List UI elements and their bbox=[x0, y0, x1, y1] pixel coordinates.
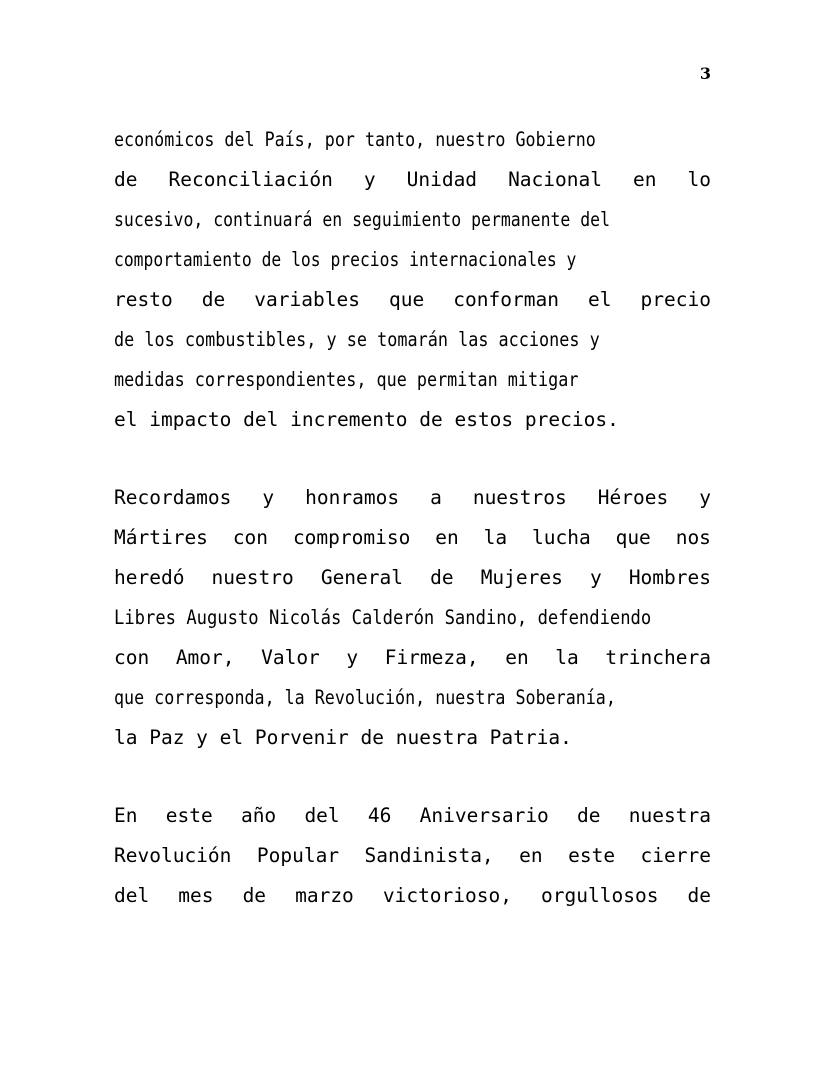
word: de bbox=[687, 884, 711, 907]
word: de bbox=[242, 884, 267, 907]
word: Héroes bbox=[597, 486, 669, 509]
word: nuestros bbox=[472, 486, 567, 509]
word: Hombres bbox=[628, 566, 711, 589]
word: Unidad bbox=[406, 168, 478, 191]
word: del bbox=[114, 884, 150, 907]
word: nos bbox=[675, 526, 711, 549]
word: Revolución bbox=[114, 844, 232, 867]
text-line bbox=[114, 558, 711, 598]
word: Sandinista, bbox=[364, 844, 494, 867]
text-line: sucesivo, continuará en seguimiento permanente del bbox=[114, 208, 611, 231]
word: de bbox=[577, 804, 601, 827]
word: variables bbox=[254, 288, 360, 311]
word: en bbox=[519, 844, 543, 867]
text-line: que corresponda, la Revolución, nuestra Soberanía, bbox=[114, 686, 616, 709]
word: Recordamos bbox=[114, 486, 232, 509]
word: trinchera bbox=[605, 646, 711, 669]
word: Nacional bbox=[508, 168, 602, 191]
word: Mártires bbox=[114, 526, 208, 549]
text-line bbox=[114, 836, 711, 876]
word: con bbox=[114, 646, 150, 669]
word: este bbox=[568, 844, 616, 867]
word: el bbox=[588, 288, 612, 311]
word: de bbox=[114, 168, 138, 191]
text-line bbox=[114, 280, 711, 320]
text-line bbox=[114, 796, 711, 836]
text-line bbox=[114, 518, 711, 558]
word: que bbox=[389, 288, 425, 311]
word: que bbox=[615, 526, 651, 549]
word: y bbox=[262, 486, 275, 509]
word: Amor, bbox=[175, 646, 235, 669]
word: Popular bbox=[256, 844, 340, 867]
text-line bbox=[114, 638, 711, 678]
text-line: de los combustibles, y se tomarán las acciones y bbox=[114, 328, 600, 351]
word: honramos bbox=[305, 486, 400, 509]
text-line: la Paz y el Porvenir de nuestra Patria. bbox=[114, 726, 572, 749]
word: nuestro bbox=[211, 566, 294, 589]
text-line bbox=[114, 876, 711, 916]
word: orgullosos bbox=[541, 884, 659, 907]
word: a bbox=[430, 486, 442, 509]
paragraph bbox=[114, 478, 711, 758]
page-number: 3 bbox=[699, 64, 711, 83]
word: Firmeza, bbox=[384, 646, 479, 669]
word: con bbox=[232, 526, 269, 549]
word: cierre bbox=[640, 844, 711, 867]
word: de bbox=[201, 288, 226, 311]
word: este bbox=[165, 804, 213, 827]
text-line: el impacto del incremento de estos precios. bbox=[114, 408, 619, 431]
word: la bbox=[555, 646, 579, 669]
word: año bbox=[240, 804, 277, 827]
text-line bbox=[114, 478, 711, 518]
word: General bbox=[320, 566, 404, 589]
word: En bbox=[114, 804, 138, 827]
word: Mujeres bbox=[480, 566, 563, 589]
word: en bbox=[505, 646, 529, 669]
word: y bbox=[363, 168, 376, 191]
word: de bbox=[430, 566, 454, 589]
word: heredó bbox=[114, 566, 185, 589]
word: victorioso, bbox=[382, 884, 512, 907]
word: 46 bbox=[367, 804, 392, 827]
word: resto bbox=[114, 288, 173, 311]
text-line: Libres Augusto Nicolás Calderón Sandino, defendiendo bbox=[114, 606, 652, 629]
word: y bbox=[589, 566, 602, 589]
word: Valor bbox=[261, 646, 320, 669]
paragraph bbox=[114, 796, 711, 916]
word: compromiso bbox=[292, 526, 411, 549]
word: precio bbox=[640, 288, 711, 311]
word: nuestra bbox=[628, 804, 711, 827]
word: marzo bbox=[295, 884, 354, 907]
word: Reconciliación bbox=[168, 168, 333, 191]
word: mes bbox=[178, 884, 214, 907]
paragraph bbox=[114, 120, 711, 440]
word: y bbox=[699, 486, 711, 509]
document-body bbox=[114, 120, 711, 916]
word: Aniversario bbox=[419, 804, 549, 827]
word: en bbox=[632, 168, 657, 191]
word: lucha bbox=[531, 526, 591, 549]
word: en bbox=[435, 526, 459, 549]
word: lo bbox=[687, 168, 711, 191]
text-line: económicos del País, por tanto, nuestro Gobierno bbox=[114, 128, 596, 151]
word: del bbox=[304, 804, 340, 827]
text-line bbox=[114, 160, 711, 200]
text-line: comportamiento de los precios internacionales y bbox=[114, 248, 577, 271]
text-line: medidas correspondientes, que permitan mitigar bbox=[114, 368, 579, 391]
word: y bbox=[346, 646, 359, 669]
word: conforman bbox=[453, 288, 559, 311]
word: la bbox=[483, 526, 508, 549]
